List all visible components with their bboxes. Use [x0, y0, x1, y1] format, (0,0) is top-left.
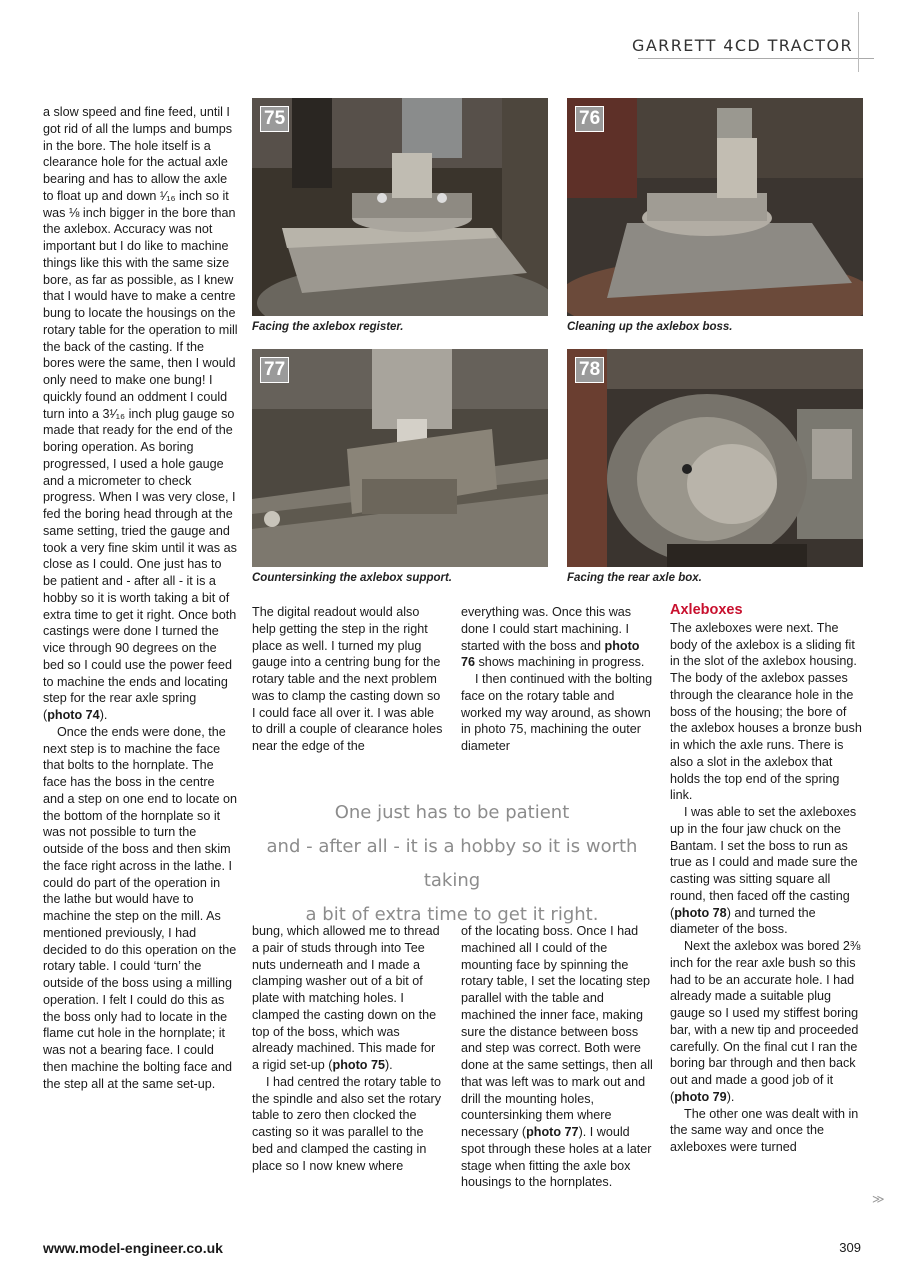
header-rule-vertical [858, 12, 859, 72]
pull-quote-line: and - after all - it is a hobby so it is worth taking [266, 836, 638, 891]
section-heading: Axleboxes [670, 602, 743, 618]
paragraph: of the locating boss. Once I had machined all I could of the mounting face by spinning the rotary table, I set the locating step parallel with the table and machined the inner face, making sure the distance between boss and step was correct. Both were done at the same settings, then all that was left was to mark out and drill the mounting holes, countersinking them where necessary (photo 77). I would spot through these holes at a later stage when fitting the axle box housings to the hornplates. [461, 924, 653, 1190]
photo-number-badge: 76 [575, 106, 604, 132]
photo-number-badge: 78 [575, 357, 604, 383]
photo-number-badge: 75 [260, 106, 289, 132]
text-column-2-bottom [252, 923, 444, 1174]
photo-75 [252, 98, 548, 316]
pull-quote-line: a bit of extra time to get it right. [305, 904, 599, 925]
text-column-1 [43, 104, 238, 1092]
photo-caption: Cleaning up the axlebox boss. [567, 321, 733, 333]
paragraph: The digital readout would also help getting the step in the right place as well. I turned my plug gauge into a centring bung for the rotary table and the next problem was to clamp the casting down so I could face all over it. I was able to drill a couple of clearance holes near the edge of the [252, 605, 443, 753]
paragraph: The other one was dealt with in the same way and once the axleboxes were turned [670, 1106, 859, 1154]
photo-caption: Countersinking the axlebox support. [252, 572, 452, 584]
text-column-3-top [461, 604, 653, 755]
paragraph: bung, which allowed me to thread a pair of studs through into Tee nuts underneath and I made a clamping washer out of a bit of plate with matching holes. I clamped the casting down on the top of the boss, which was already machined. This made for a rigid set-up (photo 75). [252, 924, 440, 1072]
paragraph: The axleboxes were next. The body of the axlebox is a sliding fit in the slot of the axlebox housing. The body of the axlebox passes through the clearance hole in the boss of the housing; the bore of the axlebox houses a bronze bush in which the axle runs. There is also a slot in the axlebox that holds the top end of the spring link. [670, 620, 862, 803]
footer-website-link[interactable]: www.model-engineer.co.uk [43, 1240, 223, 1256]
photo-caption: Facing the axlebox register. [252, 321, 404, 333]
paragraph: I then continued with the bolting face on the rotary table and worked my way around, as shown in photo 75, machining the outer diameter [461, 672, 653, 753]
paragraph: I was able to set the axleboxes up in the four jaw chuck on the Bantam. I set the boss to run as true as I could and made sure the casting was sitting square all round, then faced off the casting (photo 78) and turned the diameter of the boss. [670, 805, 858, 937]
header-rule [638, 58, 874, 59]
paragraph: everything was. Once this was done I could start machining. I started with the boss and photo 76 shows machining in progress. [461, 605, 645, 670]
text-column-2-top [252, 604, 444, 755]
photo-76 [567, 98, 863, 316]
photo-caption: Facing the rear axle box. [567, 572, 702, 584]
pull-quote [252, 796, 652, 932]
paragraph: I had centred the rotary table to the spindle and also set the rotary table to zero then clocked the casting so it was parallel to the bed and clamped the casting in place so I now knew where [252, 1074, 442, 1173]
page-number: 309 [839, 1240, 861, 1255]
photo-number-badge: 77 [260, 357, 289, 383]
photo-78 [567, 349, 863, 567]
paragraph: Next the axlebox was bored 2⅜ inch for the rear axle bush so this had to be an accurate hole. I had already made a suitable plug gauge so I used my stiffest boring bar, with a new tip and proceeded carefully. On the final cut I ran the boring bar through and then back out and made a good job of it (photo 79). [670, 939, 861, 1104]
paragraph: Once the ends were done, the next step is to machine the face that bolts to the hornplate. The face has the boss in the centre and a step on one end to locate on the bottom of the hornplate so it was not possible to turn the outside of the boss and then skim the face right across in the lathe. I could do part of the operation in the lathe but would have to machine the step on the mill. As mentioned previously, I had decided to do this operation on the rotary table. I could ‘turn’ the outside of the boss using a milling operation. I felt I could do this as the boss only had to locate in the flame cut hole in the hornplate; it was not a bearing face. I could then machine the bolting face and the step all at the same set-up. [43, 724, 237, 1091]
text-column-3-bottom [461, 923, 653, 1191]
pull-quote-line: One just has to be patient [334, 802, 570, 823]
text-column-4 [670, 602, 865, 1156]
running-header: GARRETT 4CD TRACTOR [632, 36, 853, 55]
paragraph: a slow speed and fine feed, until I got rid of all the lumps and bumps in the bore. The hole itself is a clearance hole for the actual axle bearing and has to allow the axle to float up and down ¹⁄₁₆ inch so it was ⅛ inch bigger in the bore than the axlebox. Accuracy was not important but I do like to machine things like this with the same size bore, as far as possible, as I knew that I would have to make a centre bung to locate the housings on the rotary table for the operation to mill the back of the casting. If the bores were the same, then I would only need to make one bung! I quickly found an oddment I could turn into a 3¹⁄₁₆ inch plug gauge so made that ready for the end of the boring operation. As boring progressed, I used a hole gauge and a micrometer to check progress. When I was very close, I fed the boring head through at the same setting, tried the gauge and took a very fine skim until it was as close as I could. One just has to be patient and - after all - it is a hobby so it is worth taking a bit of extra time to get it right. Once both castings were done I turned the vice through 90 degrees on the bed so I could use the power feed to machine the ends and locating step for the rear axle spring (photo 74). [43, 105, 238, 722]
continue-arrow-icon: ≫ [872, 1192, 885, 1206]
photo-77 [252, 349, 548, 567]
